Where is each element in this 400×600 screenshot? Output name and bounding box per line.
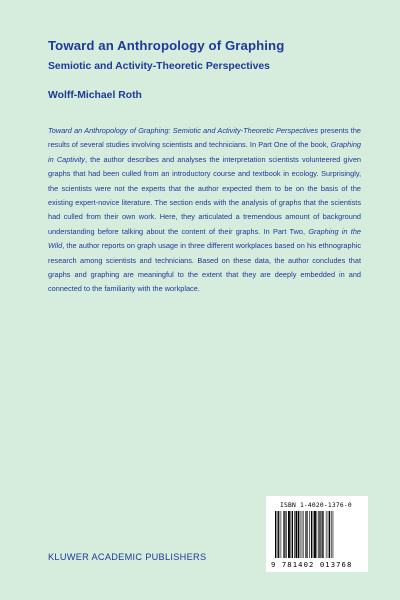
barcode-bar: [328, 511, 329, 558]
barcode-bar: [294, 511, 295, 558]
barcode-bar: [300, 511, 301, 558]
barcode-bar: [307, 511, 308, 558]
barcode-bar: [286, 511, 287, 558]
description-title-italic: Toward an Anthropology of Graphing: Semiotic and Activity-Theoretic Perspectives: [48, 126, 319, 135]
barcode-bar: [326, 511, 327, 558]
barcode-bar: [314, 511, 316, 558]
barcode-bar: [317, 511, 318, 558]
barcode-bar: [311, 511, 312, 558]
barcode-bar: [313, 511, 314, 558]
barcode-bar: [288, 511, 290, 558]
book-author: Wolff-Michael Roth: [48, 90, 142, 101]
description-part-4: , the author describes and analyses the interpretation scientists volunteered given graphs that had been culled from an introductory course and textbook in ecology. Surprisingly, the scientists were not the experts that the author expected them to be on the basis of the existing expert-novice literature. The section ends with the analysis of graphs that the scientists had culled from their own work. Here, they articulated a tremendous amount of background understanding before talking about the content of their graphs. In Part Two,: [48, 154, 361, 236]
barcode-bar: [329, 511, 330, 558]
barcode-bar: [278, 511, 279, 558]
barcode-bar: [309, 511, 310, 558]
isbn-label: ISBN 1-4020-1376-0: [280, 502, 352, 509]
barcode-bar: [318, 511, 319, 558]
publisher-name: KLUWER ACADEMIC PUBLISHERS: [48, 552, 207, 562]
barcode-bar: [283, 511, 284, 558]
barcode-bar: [305, 511, 306, 558]
book-subtitle: Semiotic and Activity-Theoretic Perspectives: [48, 61, 270, 72]
barcode-bar: [320, 511, 321, 558]
barcode-digits: 9 781402 013768: [271, 560, 353, 569]
barcode-bar: [333, 511, 334, 558]
barcode-bar: [275, 511, 276, 558]
description-part-two-title: Graphing in the Wild: [48, 226, 361, 251]
barcode-bar: [281, 511, 282, 558]
barcode-bar: [323, 511, 324, 558]
description-part-6: , the author reports on graph usage in three different workplaces based on his ethnographic research among scientists and technicians. Based on these data, the author concludes that graphs and graphing are meaningful to the extent that they are deeply embedded in and connected to the familiarity with the workplace.: [48, 241, 361, 294]
barcode-bar: [302, 511, 303, 558]
barcode-bar: [331, 511, 332, 558]
barcode-bar: [322, 511, 323, 558]
book-title: Toward an Anthropology of Graphing: [48, 38, 285, 53]
barcode-bar: [298, 511, 299, 558]
description-part-one-title: Graphing in Captivity: [48, 140, 361, 164]
barcode-bar: [295, 511, 297, 558]
barcode-bar: [284, 511, 285, 558]
barcode-image: [274, 511, 362, 558]
barcode-bar: [291, 511, 292, 558]
description-part-2: presents the results of several studies involving scientists and technicians. In Part One of the book,: [48, 126, 361, 150]
barcode-bar: [277, 511, 278, 558]
isbn-barcode-box: [266, 496, 368, 572]
barcode-bar: [292, 511, 293, 558]
barcode-bar: [303, 511, 304, 558]
description-text: [48, 124, 361, 297]
